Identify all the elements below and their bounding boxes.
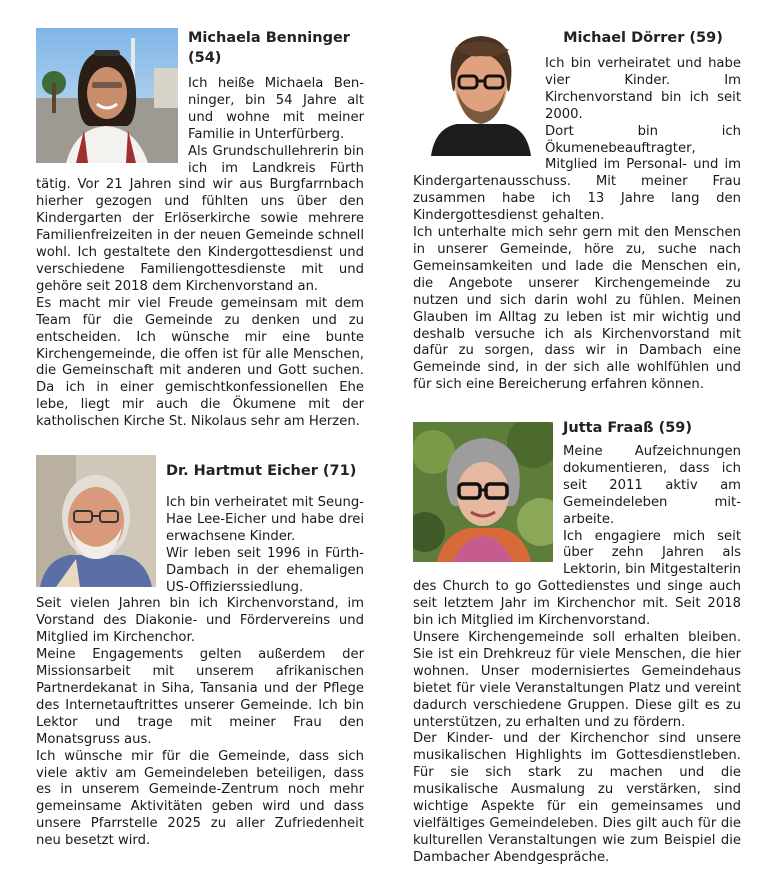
bio-paragraph: Als Grundschullehrerin bin ich im Landkreis Fürth tätig. Vor 21 Jahren sind wir aus Burgfarrnbach hierher gezogen und fühlten uns über den Kindergarten der Erlöserkirche sowie mehrere Familienfreizeiten in der neuen Gemeinde schnell wohl. Ich gestaltete den Kindergottesdienst und verschiedene Familiengottesdienste mit und gehöre seit 2018 dem Kirchenvorstand an. [36,143,364,294]
bio-paragraph: Meine Engagements gelten außerdem der Missionsarbeit mit unserem afrikanischen Partnerdekanat in Siha, Tansania und der Pflege des Internetauftrittes unserer Gemeinde. Ich bin Lektor und trage mit meiner Frau den Monatsgruss aus. [36,647,364,747]
person-name: Dr. Hartmut Eicher (71) [166,463,357,479]
bio-paragraph: Es macht mir viel Freude gemeinsam mit dem Team für die Gemeinde zu denken und zu entscheiden. Ich wünsche mir eine bunte Kirchengemeinde, die offen ist für alle Menschen, die Gemeinschaft mit anderen und Gott suchen. Da ich in einer gemischtkonfessionellen Ehe lebe, liegt mir auch die Ökumene mit der katholischen Kirche St. Nikolaus sehr am Herzen. [36,295,364,430]
bio-paragraph: Der Kinder- und der Kirchenchor sind unsere musikalischen Highlights im Gottesdienstleben. Für sie sich stark zu machen und die musikalische Ausmalung zu verstärken, sind wichtige Aspekte für ein gemeinsames und vielfältiges Gemeindeleben. Dies gilt auch für die kulturellen Veranstaltungen wie zum Beispiel die Dambacher Abendgespräche. [413,731,741,865]
profile-hartmut-eicher [36,461,364,850]
profile-michael-doerrer [413,28,741,394]
bio-paragraph: Meine Aufzeichnungen dokumentieren, dass ich seit 2011 aktiv am Gemeindeleben mitarbeite. [563,444,741,527]
person-name: Michael Dörrer (59) [563,30,723,46]
bio-paragraph: Seit vielen Jahren bin ich Kirchenvorstand, im Vorstand des Diakonie- und Fördervereins und Mitglied im Kirchenchor. [36,596,364,646]
portrait-photo [36,28,178,163]
bio-paragraph: Ich bin verheiratet und habe vier Kinder. Im Kirchenvorstand bin ich seit 2000. [545,56,741,122]
bio-paragraph: Ich bin verheiratet mit Seung-Hae Lee-Eicher und habe drei erwachsene Kinder. [166,495,364,544]
bio-paragraph: Unsere Kirchengemeinde soll erhalten bleiben. Sie ist ein Drehkreuz für viele Menschen, die hier wohnen. Unser modernisiertes Gemeindehaus bietet für viele Veranstaltungen Platz und vereint dadurch verschiedene Gruppen. Diese gilt es zu unterstützen, zu erhalten und zu fördern. [413,629,741,730]
portrait-photo [427,28,535,156]
bio-paragraph: Wir leben seit 1996 in Fürth-Dambach in der ehemaligen US-Offizierssiedlung. [166,545,364,595]
bio-paragraph: Ich wünsche mir für die Gemeinde, dass sich viele aktiv am Gemeindeleben beteiligen, dass es in unserem Gemeinde-Zentrum noch mehr gemeinsame Aktivitäten geben wird und dass unsere Pfarrstelle 2025 zu aller Zufriedenheit neu besetzt wird. [36,748,364,849]
bio-paragraph: Dort bin ich Ökumenebeauftragter, Mitglied im Personal- und im Kindergartenausschuss. Mit meiner Frau zusammen habe ich 13 Jahre lang den Kindergottesdienst gehalten. [413,123,741,224]
portrait-photo [36,455,156,587]
profile-jutta-fraass [413,418,741,867]
person-name: Jutta Fraaß (59) [563,420,693,436]
person-name: Michaela Benninger (54) [188,30,350,66]
bio-paragraph: Ich unterhalte mich sehr gern mit den Menschen in unserer Gemeinde, höre zu, suche nach Gemeinsamkeiten und lade die Menschen ein, die Angebote unserer Kirchengemeinde zu nutzen und sich darin wohl zu fühlen. Meinen Glauben im Alltag zu leben ist mir wichtig und deshalb versuche ich als Kirchenvorstand mit dafür zu sorgen, dass wir in Dambach eine Gemeinde sind, in der sich alle wohlfühlen und für sich eine Bereicherung erfahren können. [413,225,741,393]
bio-paragraph: Ich engagiere mich seit über zehn Jahren als Lektorin, bin Mitgestalterin des Church to go Gottedienstes und singe auch seit letztem Jahr im Kirchenchor mit. Seit 2018 bin ich Mitglied im Kirchenvorstand. [413,528,741,629]
portrait-photo [413,422,553,562]
bio-paragraph: Ich heiße Michaela Benninger, bin 54 Jahre alt und wohne mit meiner Familie in Unterfürberg. [188,76,364,142]
profile-michaela-benninger [36,28,364,431]
